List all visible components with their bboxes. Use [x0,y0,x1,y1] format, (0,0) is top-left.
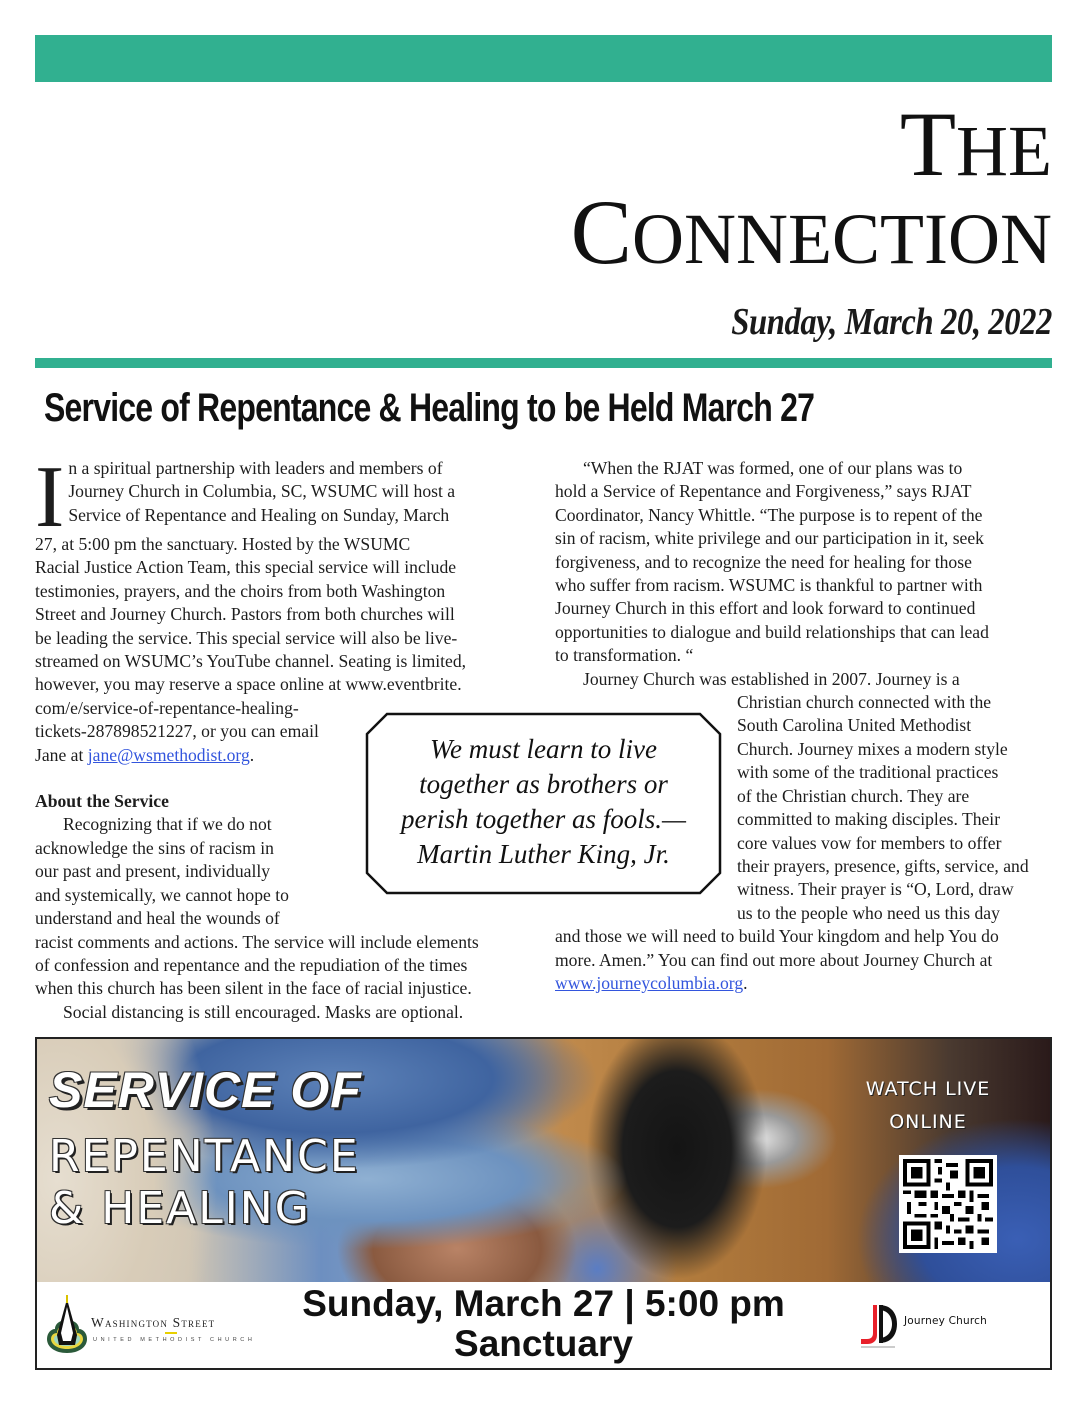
text-line: forgiveness, and to recognize the need for healing for those [555,551,972,572]
text-line: Journey Church was established in 2007. Journey is a [583,668,960,689]
text-line: opportunities to dialogue and build relationships that can lead [555,621,989,642]
text-line: Journey Church in this effort and look forward to continued [555,598,976,619]
text-line: Christian church connected with the [737,692,992,713]
banner-photo [37,1039,1050,1282]
pull-quote-text [365,732,722,872]
text-line: core values vow for members to offer [737,832,1002,853]
masthead-rest-onnection: ONNECTION [632,199,1052,279]
watch-line: WATCH LIVE [865,1078,991,1100]
website-link[interactable]: www.journeycolumbia.org [555,972,744,993]
event-location: Sanctuary [454,1323,633,1364]
banner-title-repentance: REPENTANCE [49,1131,360,1182]
journey-church-logo [859,1297,1039,1357]
text-line: and those we will need to build Your kingdom and help You do [555,926,999,947]
masthead-title-connection [570,181,1052,283]
text-line: sin of racism, white privilege and our participation in it, seek [555,528,984,549]
email-link[interactable]: jane@wsmethodist.org [87,744,250,765]
text-line: hold a Service of Repentance and Forgiveness,” says RJAT [555,481,972,502]
text-line: tickets-287898521227, or you can email [35,721,319,742]
text-line: Coordinator, Nancy Whittle. “The purpose is to repent of the [555,504,983,525]
masthead-rest-he: HE [956,111,1052,191]
qr-code-icon[interactable] [899,1155,997,1253]
article-headline: Service of Repentance & Healing to be Held March 27 [44,386,815,430]
text-line: Street and Journey Church. Pastors from both churches will [35,604,455,625]
issue-date: Sunday, March 20, 2022 [731,301,1052,343]
text-line: more. Amen.” You can find out more about Journey Church at [555,949,993,970]
text-line: South Carolina United Methodist [737,715,972,736]
text-line: committed to making disciples. Their [737,809,1001,830]
text-line: their prayers, presence, gifts, service, and [737,855,1029,876]
event-datetime: Sunday, March 27 | 5:00 pm [302,1283,785,1324]
jc-monogram-icon [859,1301,899,1351]
quote-line: perish together as fools.— [400,804,686,834]
watch-line: ONLINE [889,1111,967,1133]
text-line: to transformation. “ [555,645,694,666]
text-line: Recognizing that if we do not [63,814,272,835]
event-banner [35,1037,1052,1370]
masthead-initial-c: C [570,181,633,283]
text-line: with some of the traditional practices [737,762,999,783]
text-line: understand and heal the wounds of [35,908,280,929]
text-line: Journey Church in Columbia, SC, WSUMC will host a [68,481,456,502]
quote-paragraph [555,457,1055,668]
text-line: who suffer from racism. WSUMC is thankful to partner with [555,575,983,596]
distancing-note: Social distancing is still encouraged. Masks are optional. [63,1001,464,1022]
text-line: witness. Their prayer is “O, Lord, draw [737,879,1014,900]
drop-cap: I [35,449,65,546]
banner-title-service-of: SERVICE OF [49,1062,362,1118]
text-line: be leading the service. This special service will also be live- [35,627,458,648]
journey-church-name: Journey Church [904,1315,987,1327]
text-line: testimonies, prayers, and the choirs from both Washington [35,580,446,601]
text-line: us to the people who need us this day [737,902,1000,923]
text-fragment: . [249,744,255,765]
masthead-title-the [899,93,1052,195]
washington-street-name: Washington Street [91,1315,216,1330]
text-line: Racial Justice Action Team, this special service will include [35,557,457,578]
text-line: and systemically, we cannot hope to [35,884,289,905]
text-line: n a spiritual partnership with leaders and members of [68,458,443,478]
section-subhead: About the Service [35,791,169,812]
text-line: however, you may reserve a space online at www.eventbrite. [35,674,462,695]
quote-line: We must learn to live [430,734,657,764]
text-line: acknowledge the sins of racism in [35,837,274,858]
text-line: Church. Journey mixes a modern style [737,738,1008,759]
text-line: our past and present, individually [35,861,271,882]
washington-street-subtitle: UNITED METHODIST CHURCH [93,1337,256,1343]
banner-title-healing: & HEALING [49,1183,311,1234]
text-line [555,972,1055,995]
text-line: Service of Repentance and Healing on Sunday, March [68,504,450,525]
pull-quote [365,712,722,895]
quote-line: Martin Luther King, Jr. [417,839,670,869]
text-line: when this church has been silent in the face of racial injustice. [35,978,472,999]
watch-live-label [848,1073,1008,1139]
text-line: com/e/service-of-repentance-healing- [35,697,299,718]
quote-line: together as brothers or [419,769,668,799]
text-line: 27, at 5:00 pm the sanctuary. Hosted by the WSUMC [35,534,411,554]
text-line: of confession and repentance and the repudiation of the times [35,954,468,975]
text-line: of the Christian church. They are [737,785,970,806]
text-fragment: Jane at [35,744,88,765]
masthead-initial-t: T [899,93,957,195]
text-line: streamed on WSUMC’s YouTube channel. Seating is limited, [35,651,467,672]
text-fragment: . [743,972,748,993]
text-line: racist comments and actions. The service will include elements [35,931,479,952]
top-accent-bar [35,35,1052,82]
masthead-rule [35,358,1052,368]
text-line: “When the RJAT was formed, one of our plans was to [583,458,963,478]
